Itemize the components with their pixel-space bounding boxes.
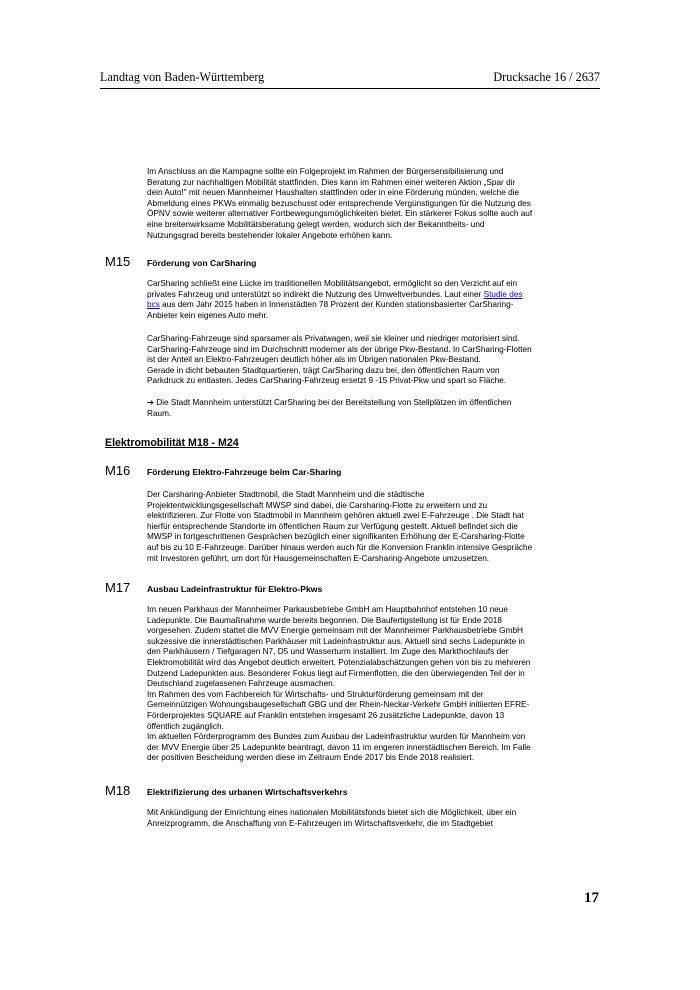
text-line: öffentlich zugänglich. [147,721,224,731]
text-line: Mit Ankündigung der Einrichtung eines nationalen Mobilitätsfonds bietet sich die Möglichkeit, über ein [147,808,517,817]
text-line: Ladepunkte. Die Baumaßnahme wurde bereits begonnen. Die Baufertigstellung ist für Ende 2018 [147,615,502,625]
measure-number-m17: M17 [105,580,131,595]
text-line: Förderprojektes SQUARE auf Franklin entstehen insgesamt 26 zusätzliche Ladepunkte, davon 13 [147,710,505,720]
text-line: vorgesehen. Zudem stattet die MVV Energie gemeinsam mit der Mannheimer Parkhausbetriebe GmbH [147,626,524,636]
text-line: Im Anschluss an die Kampagne sollte ein Folgeprojekt im Rahmen der Bürgersensibilisierung und [147,167,504,176]
text-line: Raum. [147,408,172,418]
text-line: den Parkhäusern / Tiefgaragen N7, D5 und Wasserturm installiert. Im Zuge des Markthochlaufs der [147,647,509,657]
measure-number-m15: M15 [105,254,131,269]
text-line: MWSP in fortgeschrittenen Gesprächen bezüglich einer signifikanten Erhöhung der E-Carsharing-Flotte [147,532,525,542]
m17-paragraph [147,605,602,764]
text-segment: aus dem Jahr 2015 haben in Innenstädten 78 Prozent der Kunden stationsbasierter CarSharing- [159,300,514,310]
text-line: Im aktuellen Förderprogramm des Bundes zum Ausbau der Ladeinfrastruktur wurden für Mannheim von [147,732,526,742]
text-line: Elektromobilität wird das Angebot deutlich erweitert. Potenzialabschätzungen gehen von bis zu mehreren [147,657,531,667]
text-segment: privates Fahrzeug und unterstützt so indirekt die Nutzung des Umweltverbundes. Laut einer [147,289,484,299]
m15-conclusion [147,398,602,419]
text-line: CarSharing-Fahrzeuge sind im Durchschnitt moderner als der übrige Pkw-Bestand. In CarSharing-Flotten [147,344,532,354]
intro-paragraph [147,167,602,241]
m15-paragraph-1 [147,279,602,321]
text-line: hierfür entsprechende Standorte im öffentlichen Raum zur Verfügung gestellt. Aktuell befindet sich die [147,521,518,531]
text-line: sukzessive die innerstädtischen Parkhäuser mit Ladeinfrastruktur aus. Aktuell sind sechs Ladepunkte in [147,636,525,646]
m18-paragraph [147,808,602,829]
document-number: Drucksache 16 / 2637 [493,70,600,84]
measure-number-m16: M16 [105,463,131,478]
text-line: CarSharing schließt eine Lücke im traditionellen Mobilitätsangebot, ermöglicht so den Verzicht auf ein [147,279,518,288]
text-line: auf bis zu 10 E-Fahrzeuge. Darüber hinaus werden auch für die Konversion Franklin intensive Gespräche [147,542,533,552]
text-line: ➔ Die Stadt Mannheim unterstützt CarSharing bei der Bereitstellung von Stellplätzen im öffentlichen [147,398,512,407]
text-line: Im neuen Parkhaus der Mannheimer Parkausbetriebe GmbH am Hauptbahnhof entstehen 10 neue [147,605,508,614]
measure-title-m15: Förderung von CarSharing [147,258,257,268]
text-line: elektrifizieren. Zur Flotte von Stadtmobil in Mannheim gehören aktuell zwei E-Fahrzeuge . Die Stadt hat [147,511,524,521]
text-line: dein Auto!" mit neuen Mannheimer Haushalten stattfinden oder in eine Förderung münden, welche die [147,188,520,198]
text-line: Abmeldung eines PKWs einmalig bezuschusst oder entsprechende Vergünstigungen für die Nutzung des [147,198,531,208]
text-line: ÖPNV sowie weiterer alternativer Fortbewegungsmöglichkeiten bietet. Ein stärkerer Fokus sollte auch auf [147,209,533,219]
text-line: Anbieter kein eigenes Auto mehr. [147,310,269,320]
text-line: Anreizprogramm, die Anschaffung von E-Fahrzeugen im Wirtschaftsverkehr, die im Stadtgebiet [147,818,494,828]
text-line: Der Carsharing-Anbieter Stadtmobil, die Stadt Mannheim und die städtische [147,490,425,499]
text-line: der MVV Energie über 25 Ladepunkte beantragt, davon 11 im engeren innerstädtischen Bereich. Im Falle [147,742,531,752]
section-heading: Elektromobilität M18 - M24 [105,437,239,449]
measure-title-m16: Förderung Elektro-Fahrzeuge beim Car-Sharing [147,467,342,477]
text-line: mit Investoren geführt, um dort für Hausgemeinschaften E-Carsharing-Angebote umzusetzen. [147,553,490,563]
page-header [100,70,600,89]
text-line [147,290,602,301]
text-line: der positiven Bescheidung werden diese im Zeitraum Ende 2017 bis Ende 2018 realisiert. [147,753,474,763]
text-line: Gemeinnützigen Wohnungsbaugesellschaft GBG und der Rhein-Neckar-Verkehr GmbH initiierten EFRE- [147,700,530,710]
text-line: Projektentwicklungsgesellschaft MWSP sind dabei, die Carsharing-Flotte zu erweitern und zu [147,500,488,510]
text-line: Dutzend Ladepunkten aus. Besonderer Fokus liegt auf Firmenflotten, die den überwiegenden Teil der in [147,668,525,678]
study-link[interactable]: Studie des [483,289,523,299]
header-title: Landtag von Baden-Württemberg [100,70,265,84]
text-line: CarSharing-Fahrzeuge sind sparsamer als Privatwagen, weil sie kleiner und niedriger motorisiert sind. [147,334,520,343]
page-number: 17 [584,890,599,906]
bcs-link[interactable]: bcs [147,300,160,310]
text-line: Nutzungsgrad bereits bestehender lokaler Angebote erhöhen kann. [147,230,393,240]
text-line: Parkdruck zu entlasten. Jedes CarSharing-Fahrzeug ersetzt 9 -15 Privat-Pkw und spart so Fläche. [147,376,507,386]
text-line [147,300,602,311]
measure-title-m18: Elektrifizierung des urbanen Wirtschaftsverkehrs [147,787,348,797]
text-line: Beratung zur nachhaltigen Mobilität stattfinden. Dies kann im Rahmen einer weiteren Aktion „Spar dir [147,177,516,187]
text-line: Gerade in dicht bebauten Stadtquartieren, trägt CarSharing dazu bei, den öffentlichen Raum von [147,365,500,375]
text-line: eine breitenwirksame Mobilitätsberatung gelegt werden, wodurch sich der Bekanntheits- und [147,219,485,229]
text-line: Im Rahmen des vom Fachbereich für Wirtschafts- und Strukturförderung gemeinsam mit der [147,689,484,699]
text-line: Deutschland zugelassenen Fahrzeuge ausmachen. [147,679,336,689]
m15-paragraph-2 [147,334,602,387]
measure-number-m18: M18 [105,783,131,798]
measure-title-m17: Ausbau Ladeinfrastruktur für Elektro-Pkws [147,584,323,594]
m16-paragraph [147,490,602,564]
text-line: ist der Anteil an Elektro-Fahrzeugen deutlich höher als im Übrigen nationalen Pkw-Bestand. [147,355,481,365]
